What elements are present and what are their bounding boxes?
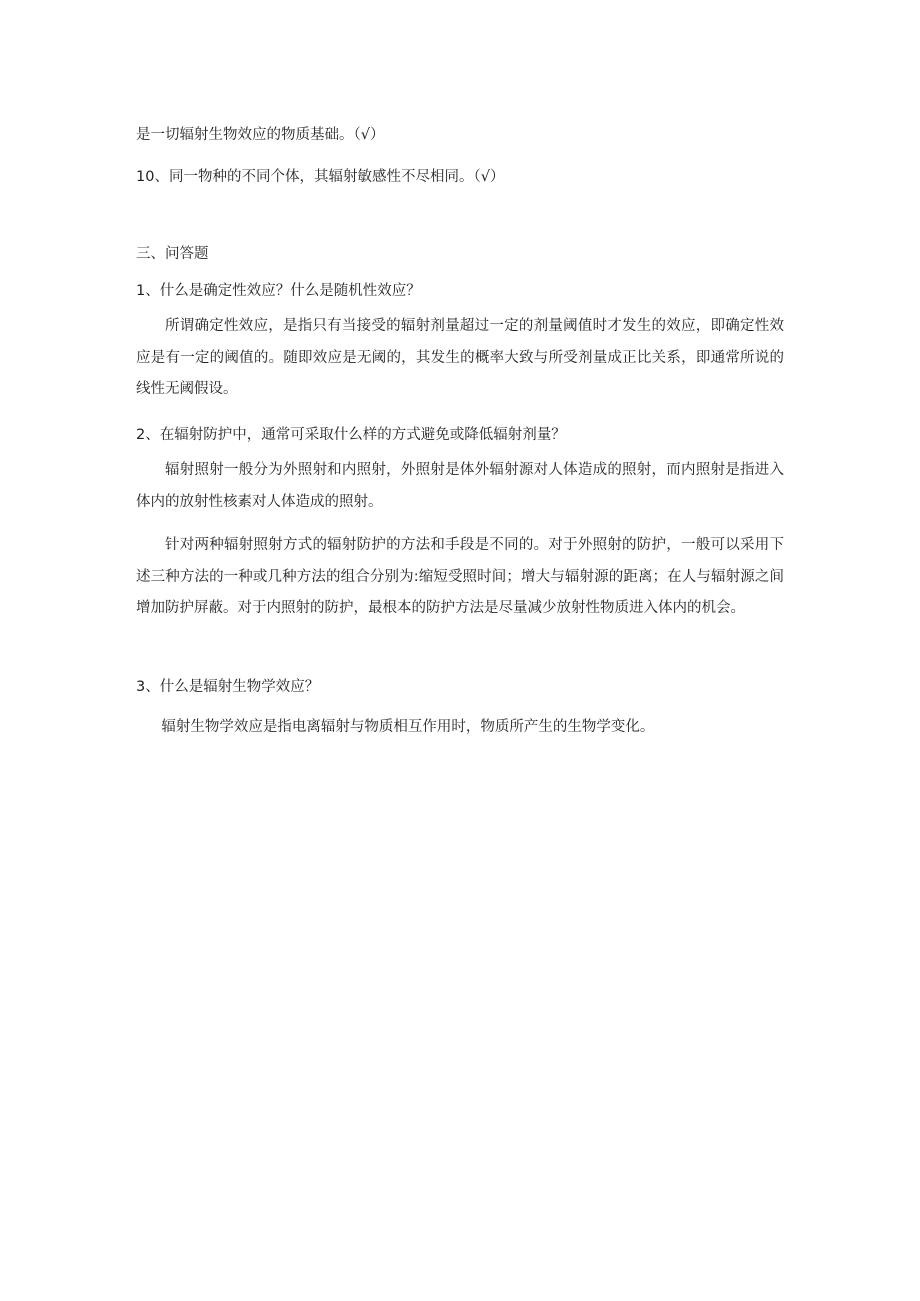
tf-item-10: 10、同一物种的不同个体，其辐射敏感性不尽相同。（√） xyxy=(136,169,505,185)
question-3: 3、什么是辐射生物学效应？ xyxy=(136,679,320,695)
question-1: 1、什么是确定性效应？什么是随机性效应？ xyxy=(136,283,421,299)
section-heading-qa: 三、问答题 xyxy=(136,246,209,262)
answer-1: 所谓确定性效应，是指只有当接受的辐射剂量超过一定的剂量阈值时才发生的效应，即确定性效应是有一定的阈值的。随即效应是无阈的，其发生的概率大致与所受剂量成正比关系，即通常所说的线性无阈假设。 xyxy=(136,318,784,397)
answer-2-paragraph-1: 辐射照射一般分为外照射和内照射，外照射是体外辐射源对人体造成的照射，而内照射是指进入体内的放射性核素对人体造成的照射。 xyxy=(136,462,784,510)
tf-item-continuation: 是一切辐射生物效应的物质基础。（√） xyxy=(136,127,385,143)
question-2: 2、在辐射防护中，通常可采取什么样的方式避免或降低辐射剂量？ xyxy=(136,427,566,443)
answer-2-paragraph-2: 针对两种辐射照射方式的辐射防护的方法和手段是不同的。对于外照射的防护，一般可以采用下述三种方法的一种或几种方法的组合分别为:缩短受照时间；增大与辐射源的距离；在人与辐射源之间增加防护屏蔽。对于内照射的防护，最根本的防护方法是尽量减少放射性物质进入体内的机会。 xyxy=(136,537,784,616)
answer-3: 辐射生物学效应是指电离辐射与物质相互作用时，物质所产生的生物学变化。 xyxy=(161,719,655,735)
